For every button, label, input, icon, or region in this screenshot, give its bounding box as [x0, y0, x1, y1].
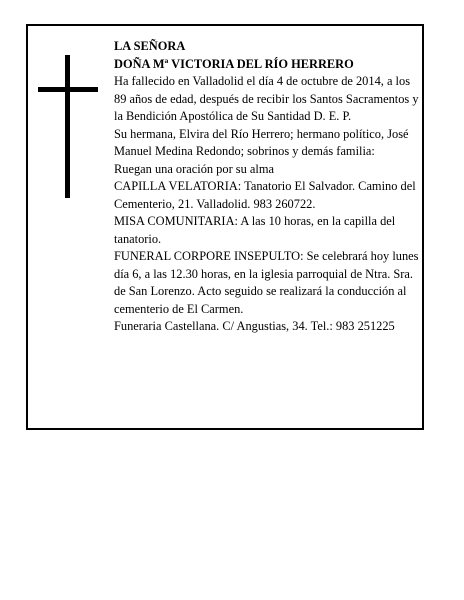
deceased-name: DOÑA Mª VICTORIA DEL RÍO HERRERO: [114, 56, 354, 71]
community-mass-info: MISA COMUNITARIA: A las 10 horas, en la capilla del tanatorio.: [114, 214, 396, 246]
death-announcement: Ha fallecido en Valladolid el día 4 de octubre de 2014, a los 89 años de edad, después de recibir los Santos Sacramentos y la Bendición Apostólica de Su Santidad D. E. P.: [114, 74, 419, 123]
latin-cross-icon: [38, 55, 98, 198]
funeral-info: FUNERAL CORPORE INSEPULTO: Se celebrará hoy lunes día 6, a las 12.30 horas, en la iglesia parroquial de Ntra. Sra. de San Lorenzo. Acto seguido se realizará la conducción al cementerio de El Carmen.: [114, 249, 419, 316]
funeral-home-info: Funeraria Castellana. C/ Angustias, 34. Tel.: 983 251225: [114, 319, 395, 333]
notice-title-line1: LA SEÑORA: [114, 39, 186, 53]
prayer-request: Ruegan una oración por su alma: [114, 161, 274, 176]
chapel-info: CAPILLA VELATORIA: Tanatorio El Salvador. Camino del Cementerio, 21. Valladolid. 983 260722.: [114, 179, 416, 211]
cross-horizontal-bar: [38, 87, 98, 92]
cross-vertical-bar: [65, 55, 70, 198]
family-members: Su hermana, Elvira del Río Herrero; hermano político, José Manuel Medina Redondo; sobrinos y demás familia:: [114, 126, 409, 158]
obituary-text: [114, 38, 424, 336]
